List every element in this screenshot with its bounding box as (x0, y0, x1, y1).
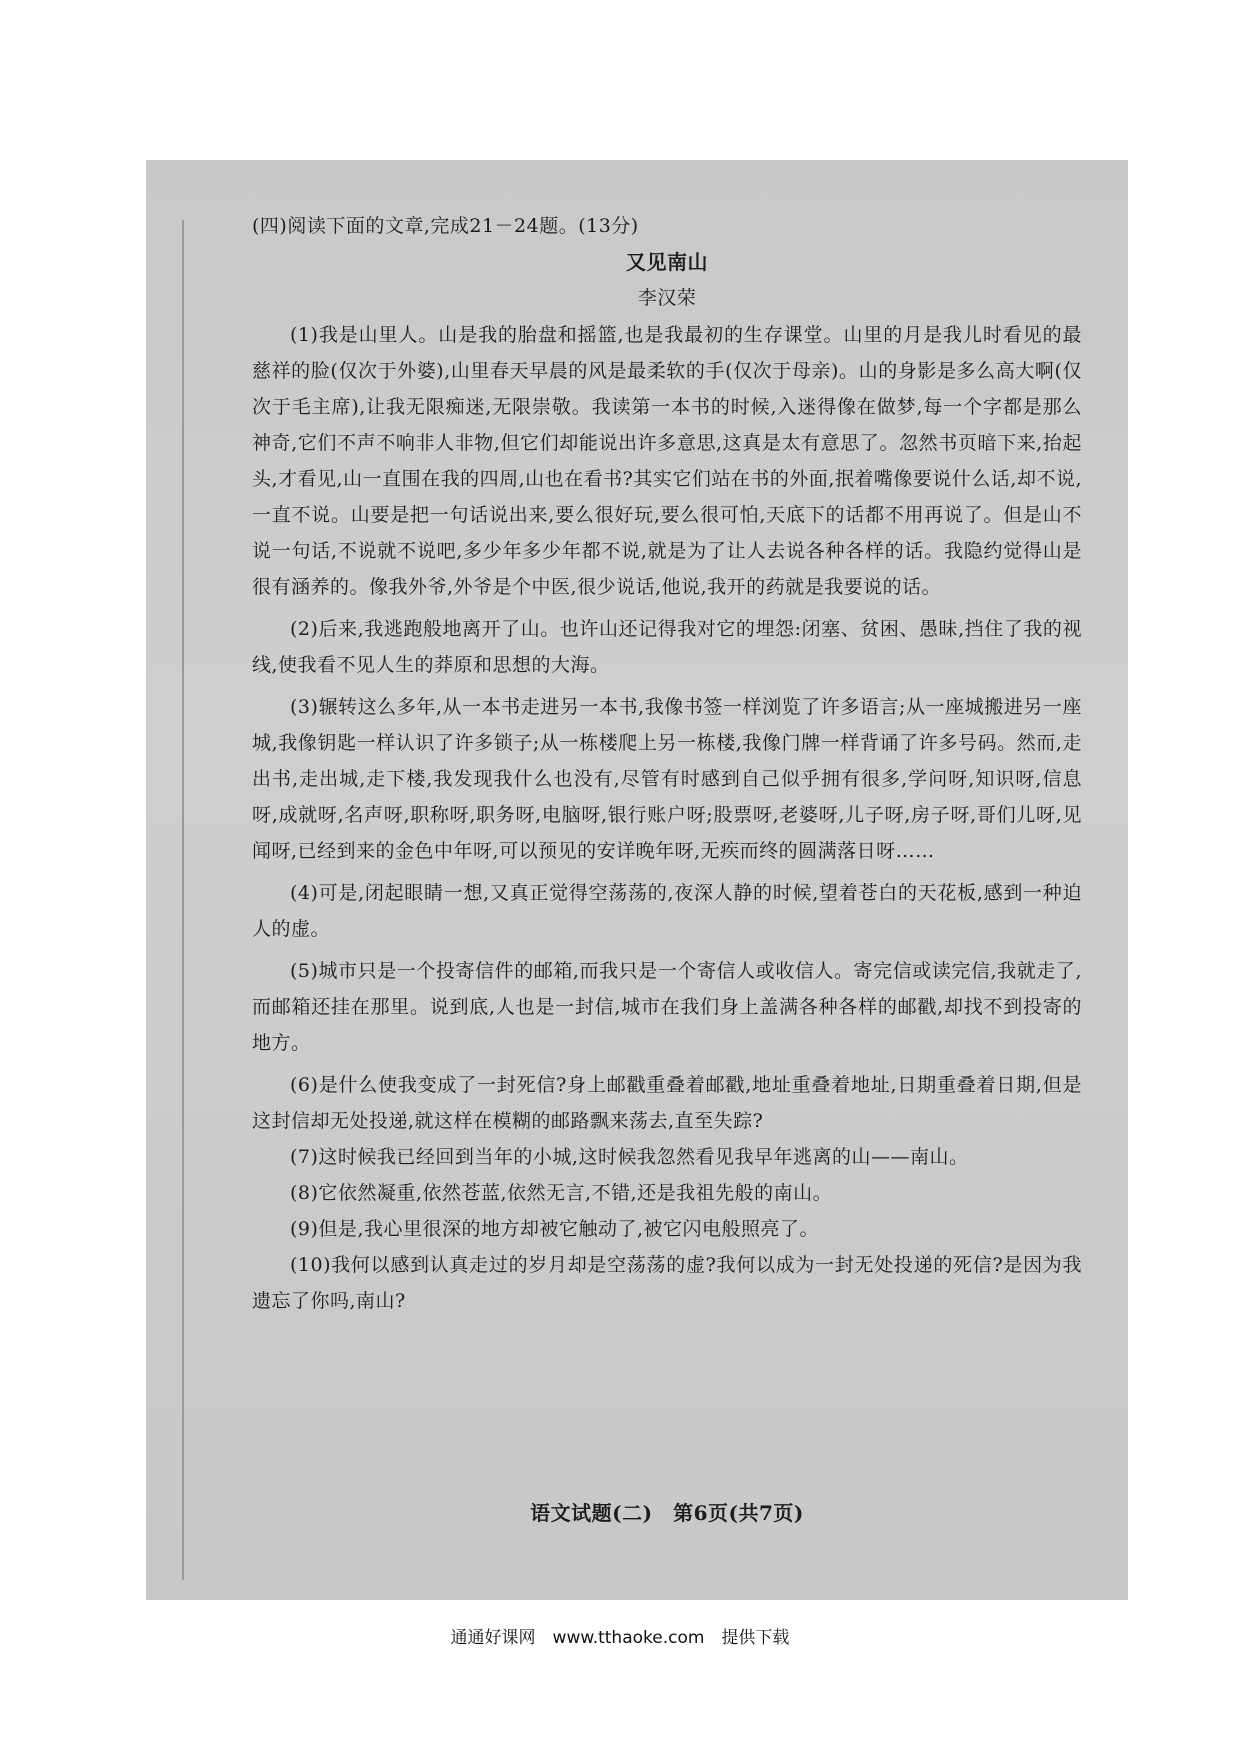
paragraph-3: (3)辗转这么多年,从一本书走进另一本书,我像书签一样浏览了许多语言;从一座城搬进另一座城,我像钥匙一样认识了许多锁子;从一栋楼爬上另一栋楼,我像门牌一样背诵了许多号码。然而,走出书,走出城,走下楼,我发现我什么也没有,尽管有时感到自己似乎拥有很多,学问呀,知识呀,信息呀,成就呀,名声呀,职称呀,职务呀,电脑呀,银行账户呀;股票呀,老婆呀,儿子呀,房子呀,哥们儿呀,见闻呀,已经到来的金色中年呀,可以预见的安详晚年呀,无疾而终的圆满落日呀…… (252, 696, 1082, 862)
scanned-exam-page (146, 160, 1128, 1600)
paragraph-6: (6)是什么使我变成了一封死信?身上邮戳重叠着邮戳,地址重叠着地址,日期重叠着日期,但是这封信却无处投递,就这样在模糊的邮路飘来荡去,直至失踪? (252, 1074, 1082, 1132)
paragraph-8: (8)它依然凝重,依然苍蓝,依然无言,不错,还是我祖先般的南山。 (290, 1182, 833, 1204)
paragraph-7: (7)这时候我已经回到当年的小城,这时候我忽然看见我早年逃离的山——南山。 (290, 1146, 969, 1168)
paragraph-4: (4)可是,闭起眼睛一想,又真正觉得空荡荡的,夜深人静的时候,望着苍白的天花板,感到一种迫人的虚。 (252, 882, 1082, 940)
paragraph-5: (5)城市只是一个投寄信件的邮箱,而我只是一个寄信人或收信人。寄完信或读完信,我就走了,而邮箱还挂在那里。说到底,人也是一封信,城市在我们身上盖满各种各样的邮戳,却找不到投寄的地方。 (252, 960, 1082, 1054)
paragraph-10: (10)我何以感到认真走过的岁月却是空荡荡的虚?我何以成为一封无处投递的死信?是因为我遗忘了你吗,南山? (252, 1254, 1082, 1312)
paragraph-2: (2)后来,我逃跑般地离开了山。也许山还记得我对它的埋怨:闭塞、贫困、愚昧,挡住了我的视线,使我看不见人生的莽原和思想的大海。 (252, 618, 1082, 676)
paragraph-1: (1)我是山里人。山是我的胎盘和摇篮,也是我最初的生存课堂。山里的月是我儿时看见的最慈祥的脸(仅次于外婆),山里春天早晨的风是最柔软的手(仅次于母亲)。山的身影是多么高大啊(仅次于毛主席),让我无限痴迷,无限崇敬。我读第一本书的时候,入迷得像在做梦,每一个字都是那么神奇,它们不声不响非人非物,但它们却能说出许多意思,这真是太有意思了。忽然书页暗下来,抬起头,才看见,山一直围在我的四周,山也在看书?其实它们站在书的外面,抿着嘴像要说什么话,却不说,一直不说。山要是把一句话说出来,要么很好玩,要么很可怕,天底下的话都不用再说了。但是山不说一句话,不说就不说吧,多少年多少年都不说,就是为了让人去说各种各样的话。我隐约觉得山是很有涵养的。像我外爷,外爷是个中医,很少说话,他说,我开的药就是我要说的话。 (252, 324, 1082, 598)
source-line: 通通好课网 www.tthaoke.com 提供下载 (450, 1628, 790, 1648)
article-author: 李汉荣 (637, 287, 697, 309)
article-title: 又见南山 (626, 250, 708, 274)
section-heading: (四)阅读下面的文章,完成21－24题。(13分) (252, 215, 639, 237)
margin-line (182, 220, 184, 1580)
paragraph-9: (9)但是,我心里很深的地方却被它触动了,被它闪电般照亮了。 (290, 1218, 819, 1240)
article-body (252, 317, 1082, 1319)
page-footer: 语文试题(二) 第6页(共7页) (530, 1501, 804, 1525)
